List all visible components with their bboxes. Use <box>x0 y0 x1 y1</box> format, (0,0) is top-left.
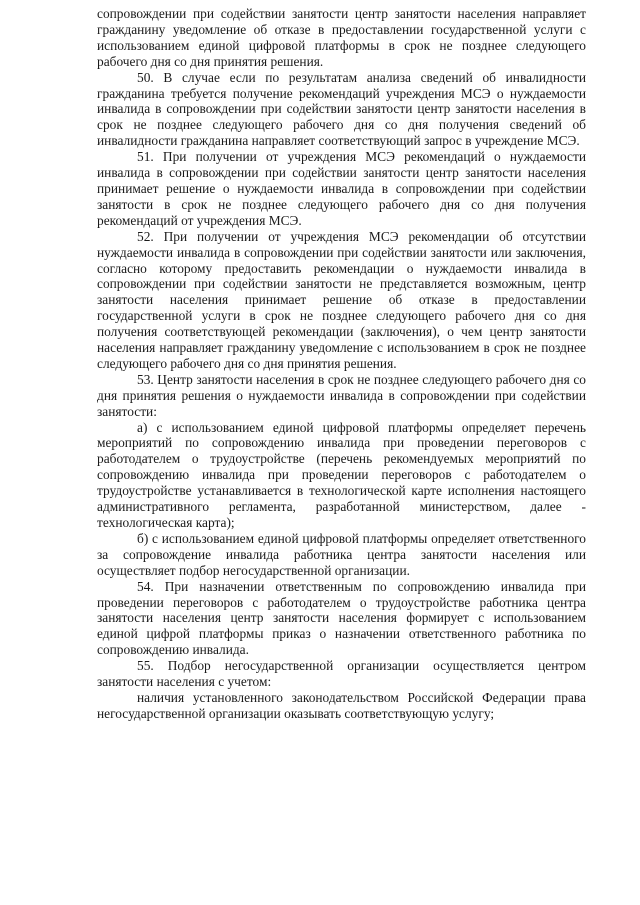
paragraph-53-b: б) с использованием единой цифровой платформы определяет ответственного за сопровождение инвалида работника центра занятости населения или осуществляет подбор негосударственной организации. <box>97 530 586 578</box>
paragraph-54: 54. При назначении ответственным по сопровождению инвалида при проведении переговоров с работодателем о трудоустройстве работника центра занятости населения центр занятости населения формирует с использованием единой цифрой платформы приказ о назначении ответственного работника по сопровождению инвалида. <box>97 578 586 658</box>
paragraph-55: 55. Подбор негосударственной организации осуществляется центром занятости населения с учетом: <box>97 658 586 690</box>
paragraph-51: 51. При получении от учреждения МСЭ рекомендаций о нуждаемости инвалида в сопровождении при содействии занятости центр занятости населения принимает решение о нуждаемости инвалида в сопровождении при содействии занятости в срок не позднее следующего рабочего дня со дня получения рекомендаций от учреждения МСЭ. <box>97 149 586 228</box>
paragraph-53: 53. Центр занятости населения в срок не позднее следующего рабочего дня со дня принятия решения о нуждаемости инвалида в сопровождении при содействии занятости: <box>97 371 586 419</box>
document-body <box>97 6 586 722</box>
paragraph-continuation: сопровождении при содействии занятости центр занятости населения направляет гражданину уведомление об отказе в предоставлении государственной услуги с использованием единой цифровой платформы в срок не позднее следующего рабочего дня со дня принятия решения. <box>97 6 586 69</box>
paragraph-53-a: а) с использованием единой цифровой платформы определяет перечень мероприятий по сопровождению инвалида при проведении переговоров с работодателем о трудоустройстве (перечень рекомендуемых мероприятий по сопровождению инвалида при проведении переговоров с работодателем о трудоустройстве устанавливается в технологической карте исполнения настоящего административного регламента, разработанной министерством, далее - технологическая карта); <box>97 419 586 530</box>
paragraph-52: 52. При получении от учреждения МСЭ рекомендации об отсутствии нуждаемости инвалида в сопровождении при содействии занятости или заключения, согласно которому предоставить рекомендации о нуждаемости инвалида в сопровождении при содействии занятости не представляется возможным, центр занятости населения принимает решение об отказе в предоставлении государственной услуги в срок не позднее следующего рабочего дня со дня получения соответствующей рекомендации (заключения), о чем центр занятости населения направляет гражданину уведомление с использованием в срок не позднее следующего рабочего дня со дня принятия решения. <box>97 228 586 371</box>
paragraph-50: 50. В случае если по результатам анализа сведений об инвалидности гражданина требуется получение рекомендаций учреждения МСЭ о нуждаемости инвалида в сопровождении при содействии занятости центр занятости населения в срок не позднее следующего рабочего дня со дня получения сведений об инвалидности гражданина направляет соответствующий запрос в учреждение МСЭ. <box>97 69 586 149</box>
paragraph-55-item: наличия установленного законодательством Российской Федерации права негосударственной организации оказывать соответствующую услугу; <box>97 689 586 721</box>
